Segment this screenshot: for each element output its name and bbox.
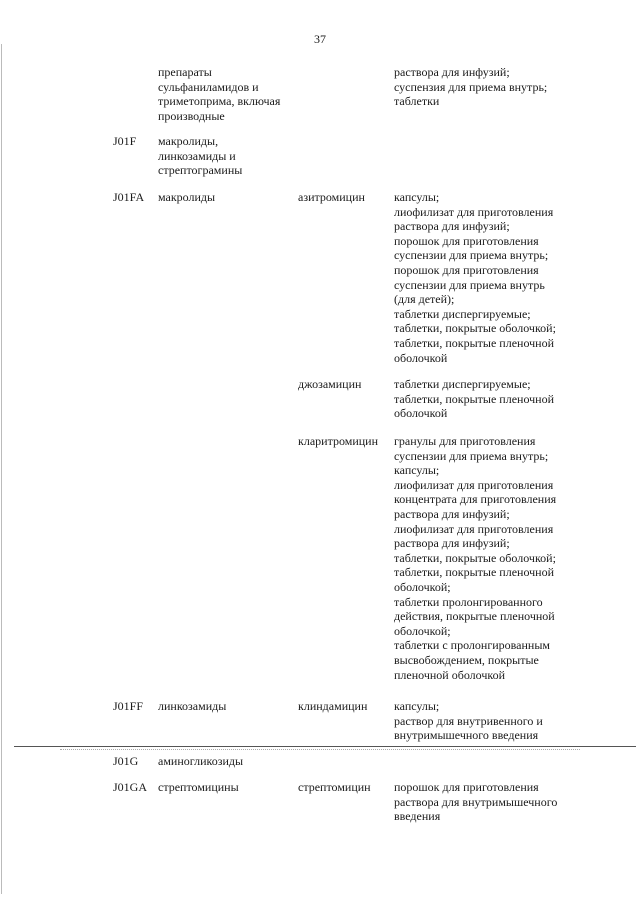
row-forms: раствора для инфузий; суспензия для приема внутрь; таблетки: [394, 65, 548, 109]
row-name: макролиды: [158, 190, 216, 204]
row-name: линкозамиды: [158, 699, 227, 713]
row-forms: капсулы; раствор для внутривенного и внутримышечного введения: [394, 699, 543, 743]
scan-divider-line: [14, 746, 636, 747]
row-code: J01G: [113, 754, 139, 768]
row-name: аминогликозиды: [158, 754, 244, 768]
row-forms: порошок для приготовления раствора для внутримышечного введения: [394, 780, 558, 824]
page-left-border: [1, 44, 2, 894]
scan-divider-line-faint: [60, 749, 580, 750]
row-name: макролиды, линкозамиды и стрептограмины: [158, 134, 243, 178]
row-drug: азитромицин: [298, 190, 365, 204]
row-forms: гранулы для приготовления суспензии для приема внутрь; капсулы; лиофилизат для приготовления концентрата для приготовления раствора для инфузий; лиофилизат для приготовления раствора для инфузий; таблетки, покрытые оболочкой; таблетки, покрытые пленочной оболочкой; таблетки пролонгированного действия, покрытые пленочной оболочкой; таблетки с пролонгированным высвобождением, покрытые пленочной оболочкой: [394, 434, 557, 682]
row-drug: клиндамицин: [298, 699, 368, 713]
row-code: J01F: [113, 134, 137, 148]
row-name: стрептомицины: [158, 780, 239, 794]
page-number: 37: [314, 32, 326, 46]
row-forms: капсулы; лиофилизат для приготовления раствора для инфузий; порошок для приготовления суспензии для приема внутрь; порошок для приготовления суспензии для приема внутрь (для детей); таблетки диспергируемые; таблетки, покрытые оболочкой; таблетки, покрытые пленочной оболочкой: [394, 190, 556, 365]
row-name: препараты сульфаниламидов и триметоприма, включая производные: [158, 65, 281, 123]
row-code: J01GA: [113, 780, 148, 794]
row-forms: таблетки диспергируемые; таблетки, покрытые пленочной оболочкой: [394, 377, 555, 421]
row-drug: стрептомицин: [298, 780, 371, 794]
row-drug: кларитромицин: [298, 434, 379, 448]
row-drug: джозамицин: [298, 377, 362, 391]
row-code: J01FF: [113, 699, 144, 713]
row-code: J01FA: [113, 190, 145, 204]
